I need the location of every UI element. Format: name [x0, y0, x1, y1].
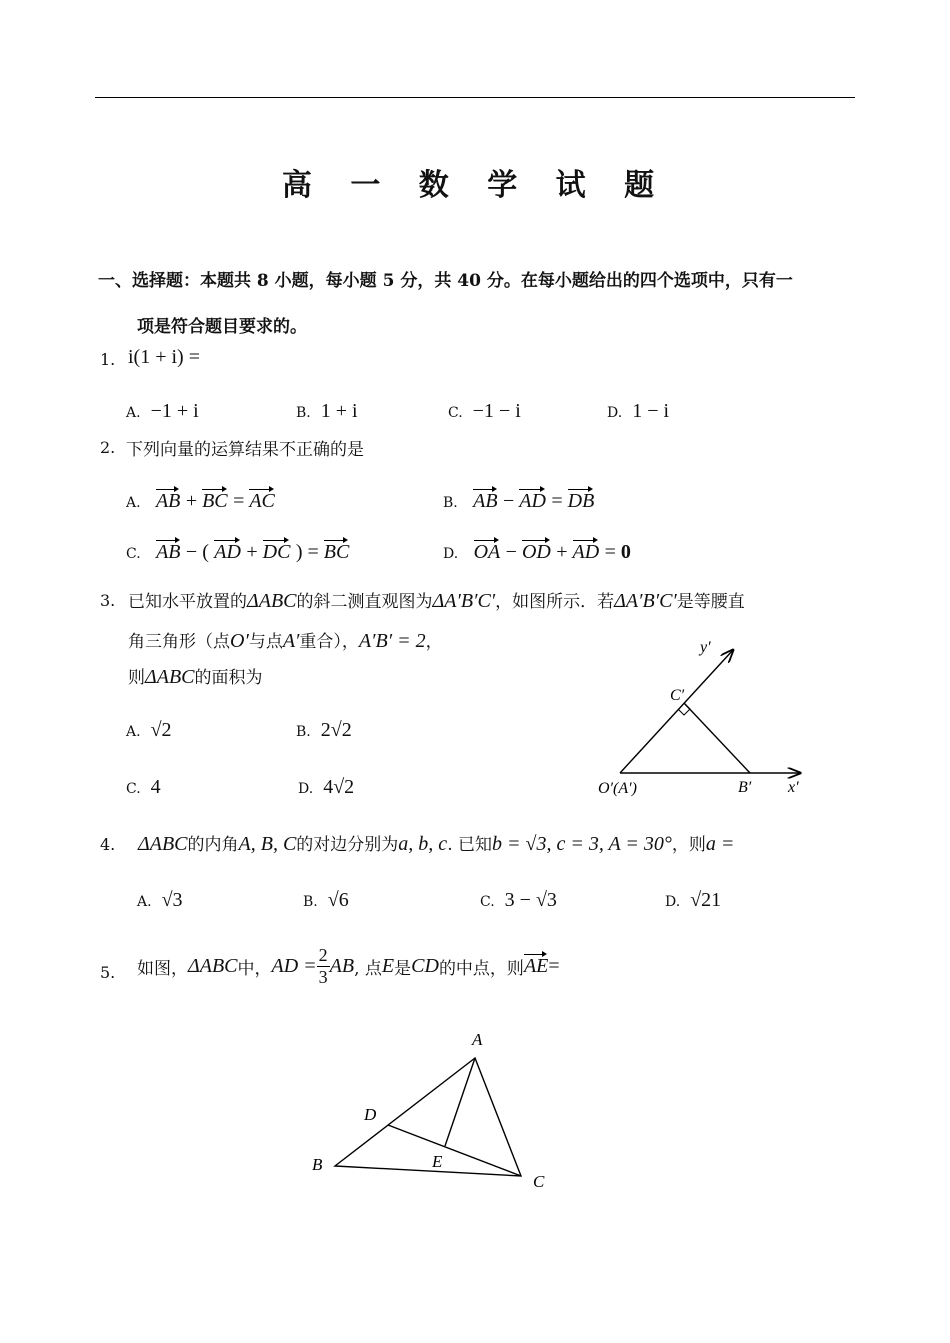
- option-text: 2√2: [320, 719, 352, 741]
- text: 如图，: [137, 958, 188, 979]
- math: CD: [411, 954, 439, 977]
- label-d: D: [364, 1105, 377, 1124]
- zero-vector: 0: [620, 541, 631, 563]
- label-e: E: [432, 1152, 443, 1171]
- q4-option-d: [665, 889, 721, 912]
- triangle-abc: [335, 1058, 521, 1176]
- math: A′: [282, 630, 300, 652]
- vector: BC: [323, 541, 350, 563]
- option-label: A.: [126, 495, 141, 511]
- text: ，如图所示．若: [495, 592, 615, 612]
- text: 的面积为: [194, 668, 263, 688]
- label-b-prime: B′: [738, 779, 752, 796]
- option-label: C.: [448, 405, 463, 421]
- q4-option-c: [480, 889, 557, 912]
- vector: BC: [202, 490, 228, 512]
- option-label: B.: [303, 894, 318, 910]
- vector: AC: [249, 490, 275, 512]
- vector: OD: [521, 541, 551, 563]
- math: b = √3, c = 3, A = 30°: [492, 833, 672, 855]
- text: 中，: [237, 958, 272, 979]
- section-heading-line1: 一、选择题：本题共 8 小题，每小题 5 分，共 40 分。在每小题给出的四个选项中，只有一: [98, 271, 793, 291]
- segment-ae: [445, 1058, 475, 1146]
- vector: AD: [519, 490, 546, 512]
- math: ΔABC: [145, 666, 195, 688]
- option-text: −1 + i: [150, 400, 199, 422]
- q3-line3: [128, 663, 263, 689]
- text: 已知水平放置的: [128, 592, 247, 612]
- y-axis: [620, 650, 733, 773]
- q2-option-c: C. AB − ( AD + DC ) = BC: [126, 541, 350, 563]
- option-label: B.: [296, 724, 311, 740]
- text: 是等腰直: [676, 592, 745, 612]
- option-label: B.: [443, 495, 458, 511]
- q3-line2: [128, 627, 443, 653]
- math: A, B, C: [238, 833, 297, 855]
- vector: AD: [214, 541, 241, 563]
- math: ΔABC: [247, 590, 297, 612]
- option-label: B.: [296, 405, 311, 421]
- option-text: 4: [150, 776, 161, 798]
- q4-number: 4.: [100, 835, 116, 854]
- option-label: A.: [137, 894, 152, 910]
- math: ΔA′B′C′: [614, 590, 677, 612]
- option-text: √6: [327, 889, 349, 911]
- q1-option-b: [296, 400, 358, 423]
- segment-cd: [388, 1125, 521, 1176]
- label-a: A: [472, 1030, 483, 1049]
- q2-number: 2.: [100, 438, 116, 457]
- math: ΔABC: [138, 833, 188, 855]
- text: 是: [394, 958, 412, 979]
- label-c: C: [533, 1172, 545, 1191]
- option-label: A.: [126, 405, 141, 421]
- option-text: −1 − i: [472, 400, 521, 422]
- label-c-prime: C′: [670, 687, 685, 704]
- text: , 点: [354, 958, 382, 979]
- option-label: D.: [298, 781, 314, 797]
- option-label: D.: [665, 894, 681, 910]
- option-text: √2: [150, 719, 172, 741]
- vector: AB: [155, 490, 181, 512]
- text: 则: [128, 668, 145, 688]
- text: 与点: [248, 632, 283, 652]
- fraction-denominator: 3: [318, 966, 328, 987]
- math: AD =: [271, 954, 317, 977]
- q1-number: 1.: [100, 350, 116, 369]
- option-text: √21: [690, 889, 722, 911]
- vector: AD: [572, 541, 600, 563]
- page-title: 高 一 数 学 试 题: [281, 168, 669, 203]
- vector: AB: [156, 541, 181, 563]
- math: A′B′ = 2: [358, 630, 426, 652]
- q5-number: 5.: [100, 963, 116, 982]
- q5-stem: [137, 945, 560, 987]
- option-text: √3: [161, 889, 183, 911]
- label-b: B: [312, 1155, 323, 1174]
- option-text: 1 − i: [632, 400, 670, 422]
- q4-option-b: [303, 889, 349, 912]
- math: a =: [705, 833, 735, 855]
- section-heading-line2: 项是符合题目要求的。: [137, 317, 307, 337]
- text: 重合），: [299, 632, 359, 652]
- q2-option-a: A. AB + BC = AC: [126, 490, 275, 512]
- vector: AB: [473, 490, 498, 512]
- option-text: 4√2: [323, 776, 355, 798]
- vector: OA: [473, 541, 501, 563]
- option-label: D.: [607, 405, 623, 421]
- math: AB: [329, 954, 355, 977]
- math: ΔABC: [188, 954, 238, 977]
- option-text: 1 + i: [320, 400, 358, 422]
- q1-option-a: [126, 400, 199, 423]
- label-y-axis: y′: [700, 639, 711, 656]
- side-bc: [684, 703, 750, 773]
- math: =: [548, 954, 560, 977]
- text: 的对边分别为: [296, 835, 399, 855]
- math: a, b, c: [398, 833, 448, 855]
- q4-stem: [138, 830, 734, 856]
- option-label: D.: [443, 546, 459, 562]
- option-text: 3 − √3: [504, 889, 557, 911]
- label-x-axis: x′: [788, 779, 799, 796]
- q3-figure: [580, 630, 820, 805]
- vector: AE: [523, 954, 549, 977]
- q3-number: 3.: [100, 591, 116, 610]
- text: ，: [425, 632, 443, 652]
- text: ，则: [671, 835, 706, 855]
- option-label: C.: [480, 894, 495, 910]
- q3-option-a: [126, 719, 172, 742]
- fraction-numerator: 2: [318, 945, 328, 965]
- q3-option-b: [296, 719, 352, 742]
- q3-option-c: [126, 776, 161, 799]
- right-angle-mark: [678, 703, 690, 715]
- option-label: C.: [126, 781, 141, 797]
- q2-option-d: D. OA − OD + AD = 0: [443, 541, 631, 563]
- text: . 已知: [447, 835, 492, 855]
- math: ΔA′B′C′: [432, 590, 496, 612]
- q3-option-d: [298, 776, 354, 799]
- q3-line1: [128, 587, 745, 613]
- math: O′: [230, 630, 249, 652]
- option-label: C.: [126, 546, 141, 562]
- text: 角三角形（点: [128, 632, 230, 652]
- q1-option-d: [607, 400, 669, 423]
- header-rule: [95, 97, 855, 98]
- text: 的斜二测直观图为: [296, 592, 433, 612]
- q1-stem: i(1 + i) =: [128, 346, 200, 368]
- text: 的中点，则: [438, 958, 524, 979]
- q1-option-c: [448, 400, 521, 423]
- vector: DB: [567, 490, 595, 512]
- text: 的内角: [187, 835, 239, 855]
- fraction: [317, 945, 330, 987]
- label-origin: O′(A′): [598, 780, 637, 797]
- q4-option-a: [137, 889, 183, 912]
- math: E: [381, 954, 395, 977]
- vector: DC: [262, 541, 291, 563]
- q2-option-b: B. AB − AD = DB: [443, 490, 595, 512]
- q5-figure: [300, 1025, 570, 1195]
- option-label: A.: [126, 724, 141, 740]
- q2-stem: 下列向量的运算结果不正确的是: [126, 440, 364, 460]
